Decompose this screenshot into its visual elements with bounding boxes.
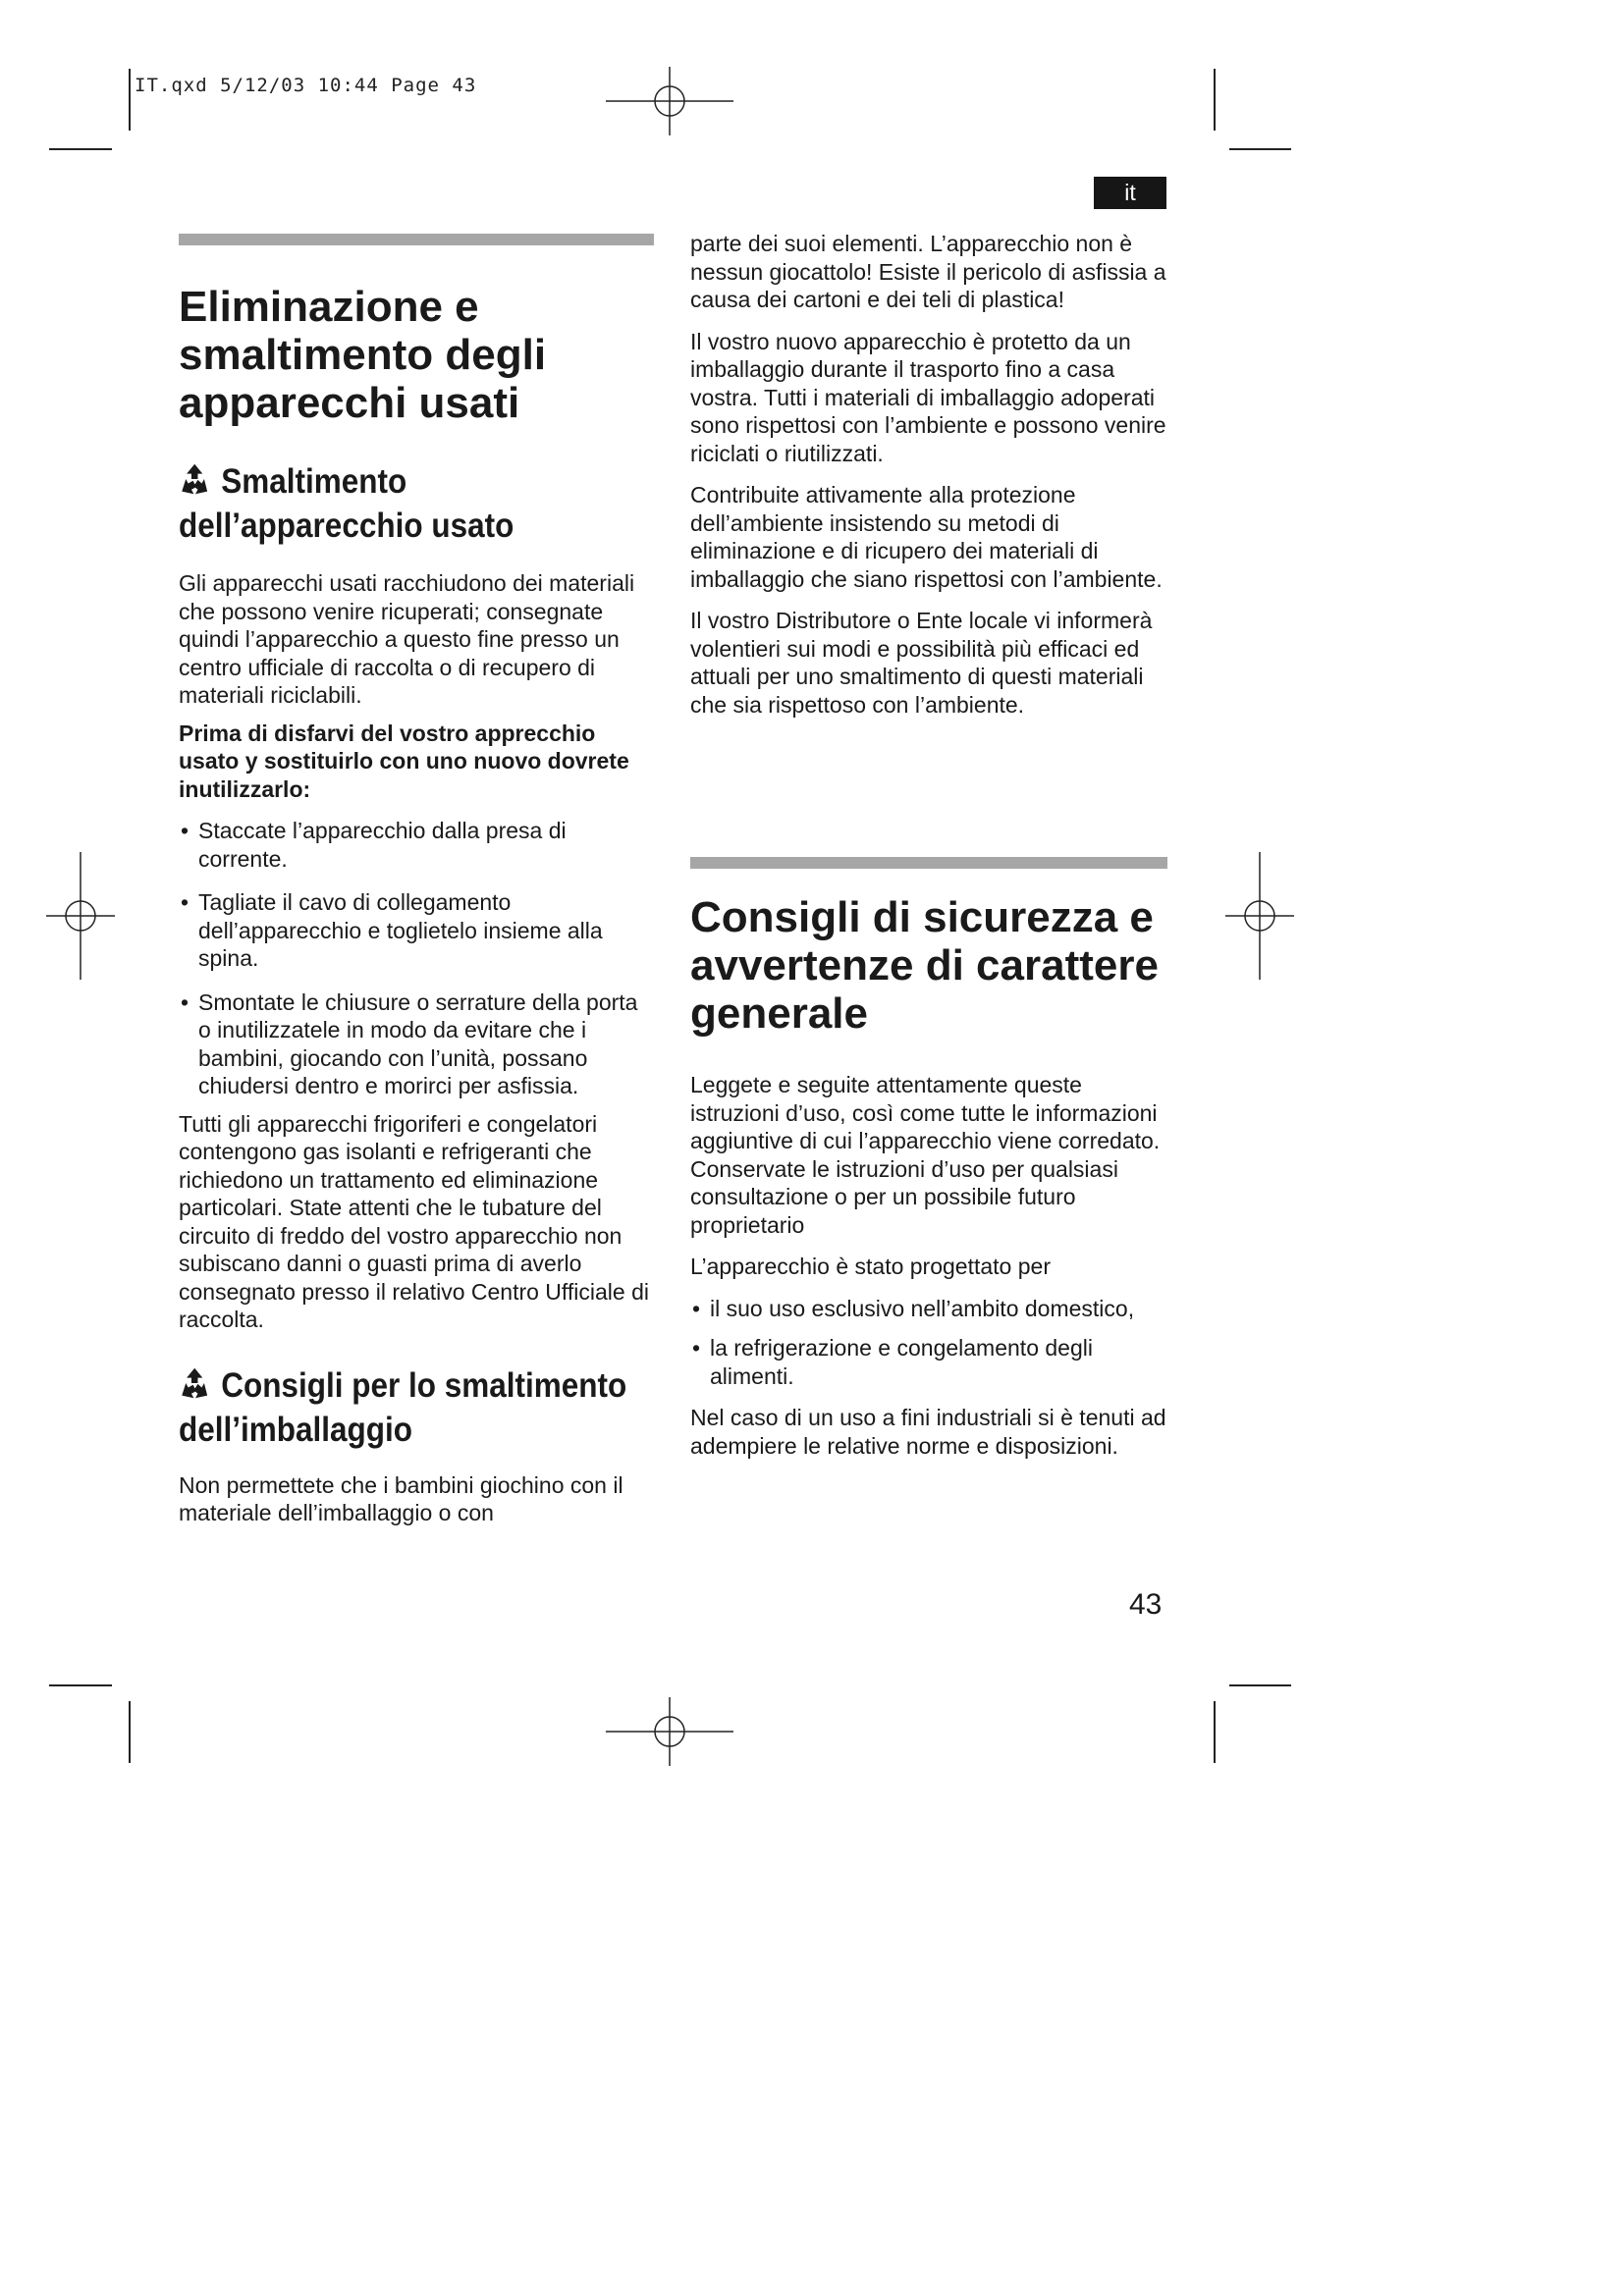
bullet-list: [690, 1295, 1167, 1391]
paragraph: Il vostro Distributore o Ente locale vi informerà volentieri sui modi e possibilità più efficaci ed attuali per uno smaltimento di questi materiali che sia rispettoso con l’ambiente.: [690, 608, 1153, 718]
section-title: Eliminazione e smaltimento degli apparecchi usati: [179, 283, 547, 427]
paragraph: Gli apparecchi usati racchiudono dei materiali che possono venire ricuperati; consegnate quindi l’apparecchio a questo fine presso un centro ufficiale di raccolta o di recupero di materiali riciclabili.: [179, 570, 635, 708]
list-item: • la refrigerazione e congelamento degli alimenti.: [690, 1334, 1167, 1390]
subsection-heading: [179, 1363, 654, 1452]
subsection-heading-text: Smaltimento dell’apparecchio usato: [179, 462, 514, 545]
crop-mark: [1214, 1701, 1216, 1763]
paragraph: parte dei suoi elementi. L’apparecchio non è nessun giocattolo! Esiste il pericolo di asfissia a causa dei cartoni e dei teli di plastica!: [690, 231, 1166, 312]
section-rule: [179, 234, 654, 245]
bullet-list: [179, 817, 654, 1100]
section-rule: [690, 857, 1167, 869]
paragraph: Il vostro nuovo apparecchio è protetto da un imballaggio durante il trasporto fino a casa vostra. Tutti i materiali di imballaggio adoperati sono rispettosi con l’ambiente e possono venire riciclati o riutilizzati.: [690, 328, 1166, 466]
registration-mark-icon: [1225, 852, 1294, 980]
recycle-icon: [179, 461, 210, 497]
page-number: 43: [1129, 1588, 1163, 1621]
registration-mark-icon: [46, 852, 115, 980]
paragraph: Non permettete che i bambini giochino con il materiale dell’imballaggio o con: [179, 1471, 623, 1525]
section-title: Consigli di sicurezza e avvertenze di carattere generale: [690, 893, 1159, 1038]
crop-mark: [129, 69, 131, 131]
registration-mark-icon: [606, 67, 733, 135]
list-item: • il suo uso esclusivo nell’ambito domestico,: [690, 1295, 1167, 1323]
crop-mark: [1229, 148, 1291, 150]
right-column: [690, 230, 1167, 719]
crop-mark: [1214, 69, 1216, 131]
paragraph: Tutti gli apparecchi frigoriferi e congelatori contengono gas isolanti e refrigeranti che richiedono un trattamento ed eliminazione particolari. State attenti che le tubature del circuito di freddo del vostro apparecchio non subiscano danni o guasti prima di averlo consegnato presso il relativo Centro Ufficiale di raccolta.: [179, 1110, 649, 1332]
left-column: [179, 234, 654, 1527]
crop-mark: [129, 1701, 131, 1763]
subsection-heading-text: Consigli per lo smaltimento dell’imballaggio: [179, 1365, 627, 1449]
list-item: • Tagliate il cavo di collegamento dell’apparecchio e toglietelo insieme alla spina.: [179, 888, 654, 973]
print-slug: IT.qxd 5/12/03 10:44 Page 43: [135, 75, 477, 96]
crop-mark: [49, 1684, 112, 1686]
registration-mark-icon: [606, 1697, 733, 1766]
paragraph: Leggete e seguite attentamente queste istruzioni d’uso, così come tutte le informazioni aggiuntive di cui l’apparecchio viene corredato. Conservate le istruzioni d’uso per qualsiasi consultazione o per un possibile futuro proprietario: [690, 1072, 1161, 1238]
paragraph: Contribuite attivamente alla protezione dell’ambiente insistendo su metodi di eliminazione e di ricupero dei materiali di imballaggio che siano rispettosi con l’ambiente.: [690, 482, 1163, 592]
safety-section: [690, 893, 1167, 1460]
language-tab: it: [1094, 177, 1166, 209]
crop-mark: [1229, 1684, 1291, 1686]
recycle-icon: [179, 1365, 210, 1401]
crop-mark: [49, 148, 112, 150]
subsection-heading: [179, 459, 654, 548]
bold-instruction: Prima di disfarvi del vostro apprecchio usato y sostituirlo con uno nuovo dovrete inutilizzarlo:: [179, 720, 629, 802]
list-item: • Staccate l’apparecchio dalla presa di corrente.: [179, 817, 654, 873]
paragraph: Nel caso di un uso a fini industriali si è tenuti ad adempiere le relative norme e disposizioni.: [690, 1405, 1166, 1459]
list-item: • Smontate le chiusure o serrature della porta o inutilizzatele in modo da evitare che i bambini, giocando con l’unità, possano chiudersi dentro e morirci per asfissia.: [179, 988, 654, 1100]
paragraph: L’apparecchio è stato progettato per: [690, 1254, 1051, 1279]
